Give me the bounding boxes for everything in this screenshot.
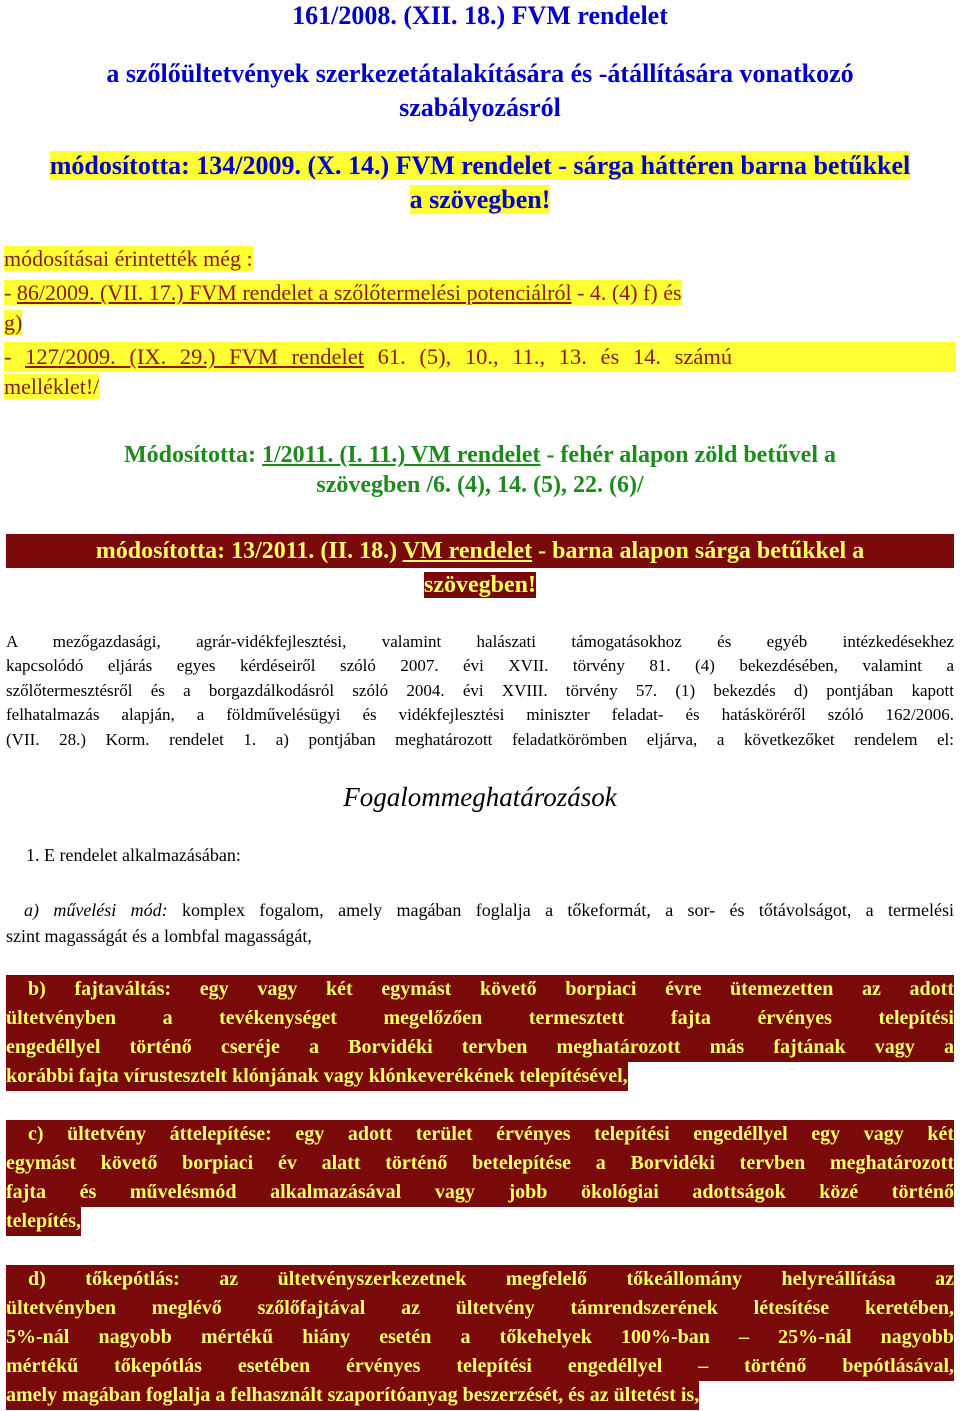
amendment-1	[4, 150, 956, 216]
definition-a: a) művelési mód: komplex fogalom, amely magában foglalja a tőkeformát, a sor- és tőtávolságot, a termelési szint magasságát és a lombfal magasságát,	[6, 897, 954, 949]
also-affected-item2-cont: melléklet!/	[4, 374, 100, 399]
preamble	[6, 630, 954, 752]
definition-d-line: amely magában foglalja a felhasznált szaporítóanyag beszerzését, és az ültetést is,	[6, 1381, 699, 1410]
definition-d	[6, 1265, 954, 1410]
document-subtitle-line2: szabályozásról	[399, 93, 561, 122]
definition-b-line: ültetvényben a tevékenységet megelőzően termesztett fajta érvényes telepítési	[6, 1004, 954, 1033]
definition-b-line: engedéllyel történő cseréje a Borvidéki tervben meghatározott más fajtának vagy a	[6, 1033, 954, 1062]
definition-c-line: c) ültetvény áttelepítése: egy adott terület érvényes telepítési engedéllyel egy vagy két	[6, 1120, 954, 1149]
definition-d-line: d) tőkepótlás: az ültetvényszerkezetnek megfelelő tőkeállomány helyreállítása az	[6, 1265, 954, 1294]
preamble-line: szőlőtermesztésről és a borgazdálkodásról szóló 2004. évi XVIII. törvény 57. (1) bekezdés d) pontjában kapott	[6, 680, 954, 700]
preamble-line: felhatalmazás alapján, a földművelésügyi és vidékfejlesztési miniszter feladat- és hatásköréről szóló 162/2006.	[6, 705, 954, 725]
link-127-2009-fvm[interactable]: 127/2009. (IX. 29.) FVM rendelet	[25, 344, 364, 369]
section-title: Fogalommeghatározások	[343, 782, 617, 812]
definition-b-line: b) fajtaváltás: egy vagy két egymást követő borpiaci évre ütemezetten az adott	[6, 975, 954, 1004]
link-1-2011-vm[interactable]: 1/2011. (I. 11.) VM rendelet	[262, 442, 541, 468]
link-86-2009-fvm[interactable]: 86/2009. (VII. 17.) FVM rendelet a szőlőtermelési potenciálról	[16, 280, 572, 305]
document-subtitle-line1: a szőlőültetvények szerkezetátalakítására és -átállítására vonatkozó	[106, 59, 854, 88]
amendment-2: Módosította: 1/2011. (I. 11.) VM rendelet - fehér alapon zöld betűvel a szövegben /6. (4), 14. (5), 22. (6)/	[0, 440, 960, 500]
preamble-line: A mezőgazdasági, agrár-vidékfejlesztési, valamint halászati támogatásokhoz és egyéb intézkedésekhez	[6, 632, 954, 651]
also-affected-item1-cont: g)	[4, 310, 23, 335]
preamble-line: kapcsolódó eljárás egyes kérdéseiről szóló 2007. évi XVII. törvény 81. (4) bekezdésében, valamint a	[6, 656, 954, 676]
definition-c	[6, 1120, 954, 1236]
link-13-2011-vm[interactable]: VM rendelet	[402, 538, 533, 564]
definition-d-line: 5%-nál nagyobb mértékű hiány esetén a tőkehelyek 100%-ban – 25%-nál nagyobb	[6, 1323, 954, 1352]
definition-b-line: korábbi fajta vírustesztelt klónjának vagy klónkeverékének telepítésével,	[6, 1062, 628, 1091]
section-1-intro: 1. E rendelet alkalmazásában:	[26, 845, 241, 865]
amendments-also-affected: módosításai érintették még : - 86/2009. (VII. 17.) FVM rendelet a szőlőtermelési potenciálról - 4. (4) f) és g) - 127/2009. (IX. 29.) FVM rendelet 61. (5), 10., 11., 13. és 14. számú melléklet!/	[4, 244, 956, 402]
definition-c-line: fajta és művelésmód alkalmazásával vagy jobb ökológiai adottságok közé történő	[6, 1178, 954, 1207]
amendment-3-line2: szövegben!	[424, 572, 536, 598]
definition-a-term: a) művelési mód:	[24, 900, 168, 920]
amendment-3: módosította: 13/2011. (II. 18.) VM rendelet - barna alapon sárga betűkkel a szövegben!	[6, 534, 954, 602]
definition-d-line: ültetvényben meglévő szőlőfajtával az ültetvény támrendszerének létesítése keretében,	[6, 1294, 954, 1323]
definition-c-line: egymást követő borpiaci év alatt történő betelepítése a Borvidéki tervben meghatározott	[6, 1149, 954, 1178]
preamble-line: (VII. 28.) Korm. rendelet 1. a) pontjában meghatározott feladatkörömben eljárva, a következőket rendelem el:	[6, 729, 954, 749]
document-title: 161/2008. (XII. 18.) FVM rendelet	[292, 1, 668, 30]
definition-a-line2: szint magasságát és a lombfal magasságát,	[6, 926, 312, 946]
amendment-2-line2: szövegben /6. (4), 14. (5), 22. (6)/	[316, 472, 644, 498]
amendment-1-line2: a szövegben!	[409, 185, 551, 214]
definition-d-line: mértékű tőkepótlás esetében érvényes telepítési engedéllyel – történő bepótlásával,	[6, 1352, 954, 1381]
definition-c-line: telepítés,	[6, 1207, 81, 1236]
amendment-1-line1: módosította: 134/2009. (X. 14.) FVM rendelet - sárga háttéren barna betűkkel	[49, 151, 911, 180]
also-affected-heading: módosításai érintették még :	[4, 246, 253, 271]
definition-b	[6, 975, 954, 1091]
